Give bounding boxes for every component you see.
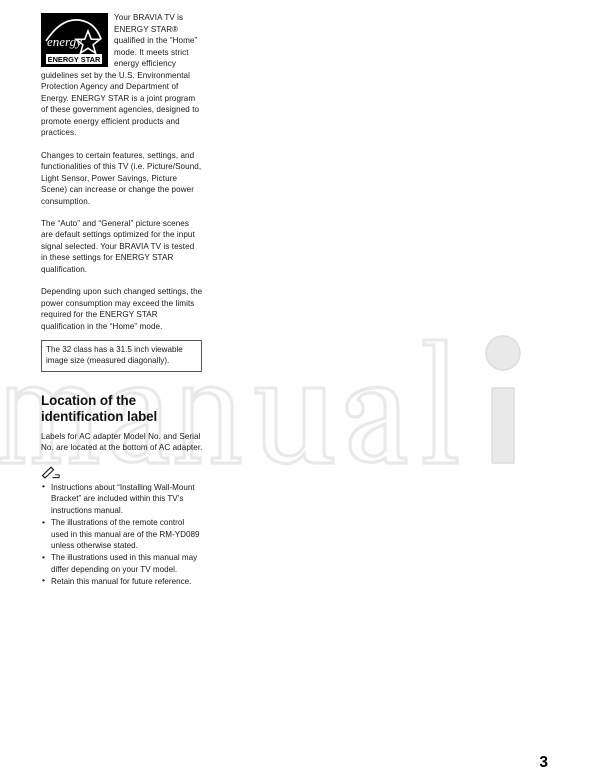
energy-star-label-text: ENERGY STAR <box>47 54 101 64</box>
intro-paragraph: Your BRAVIA TV is ENERGY STAR® qualified in the “Home” mode. It meets strict energy efficiency guidelines set by the U.S. Environmental Protection Agency and Department of Energy. ENERGY STAR is a joint program of these government agencies, designed to promote energy efficient products and practices. <box>41 13 200 138</box>
page-title: Location of the identification label <box>41 392 158 425</box>
section-body: Labels for AC adapter Model No. and Serial No. are located at the bottom of AC adapter. <box>41 431 203 453</box>
list-item: • The illustrations used in this manual may differ depending on your TV model. <box>41 552 203 575</box>
content-column <box>41 12 203 588</box>
page-number: 3 <box>539 754 548 771</box>
callout-text: The 32 class has a 31.5 inch viewable image size (measured diagonally). <box>46 345 183 366</box>
callout-box <box>41 340 202 371</box>
auto-general-paragraph: The “Auto” and “General” picture scenes are default settings optimized for the input signal selected. Your BRAVIA TV is tested in these settings for ENERGY STAR qualification. <box>41 218 195 274</box>
energy-star-logo <box>41 13 108 67</box>
list-item: • The illustrations of the remote control used in this manual are of the RM-YD089 unless otherwise stated. <box>41 517 203 552</box>
notes-list <box>41 482 203 587</box>
svg-text:energy: energy <box>47 34 82 49</box>
note-pencil-icon <box>41 466 61 479</box>
list-item: • Instructions about “Installing Wall-Mount Bracket” are included within this TV’s instructions manual. <box>41 482 203 517</box>
list-item: • Retain this manual for future reference. <box>41 576 203 588</box>
depending-paragraph: Depending upon such changed settings, the power consumption may exceed the limits required for the ENERGY STAR qualification in the “Home” mode. <box>41 286 203 331</box>
energy-star-block <box>41 12 203 139</box>
changes-paragraph: Changes to certain features, settings, and functionalities of this TV (i.e. Picture/Sound, Light Sensor, Power Savings, Picture Scene) can increase or change the power consumption. <box>41 150 202 206</box>
